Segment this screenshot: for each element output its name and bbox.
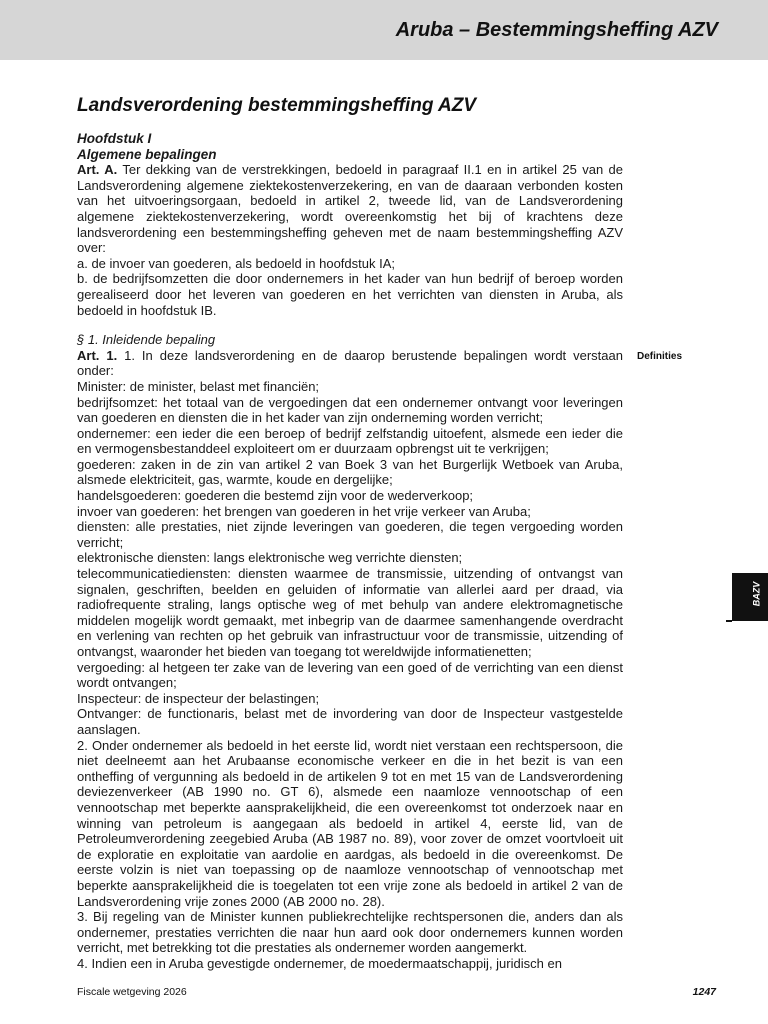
article-1-paragraph-4: 4. Indien een in Aruba gevestigde ondernemer, de moedermaatschappij, juridisch en [77,955,562,971]
definition-item: telecommunicatiediensten: diensten waarmee de transmissie, uitzending of ontvangst van signalen, geschriften, beelden en geluiden of informatie van allerlei aard per draad, via radiofrequente straling, langs optische weg of met behulp van andere elektromagnetische middelen mogelijk wordt gemaakt, met inbegrip van de daarmee samenhangende overdracht en verlening van rechten op het gebruik van infrastructuur voor de transmissie, uitzending of ontvangst, waaronder het bieden van toegang tot wereldwijde informatienetten; [77,566,623,659]
page-number: 1247 [692,986,716,998]
definition-item: Inspecteur: de inspecteur der belastingen; [77,690,320,706]
article-a-item-b: b. de bedrijfsomzetten die door ondernemers in het kader van hun bedrijf of beroep worden gerealiseerd door het leveren van goederen en het verrichten van diensten in Aruba, als bedoeld in hoofdstuk IB. [77,271,623,318]
article-a-label: Art. A. [77,162,118,178]
article-1 [77,348,623,379]
definition-item: invoer van goederen: het brengen van goederen in het vrije verkeer van Aruba; [77,503,531,519]
thumb-index-label: BAZV [751,581,762,607]
chapter-number: Hoofdstuk I [77,131,152,146]
definition-item: Ontvanger: de functionaris, belast met de invordering van door de Inspecteur vastgestelde aanslagen. [77,706,623,737]
thumb-index-tab [732,573,768,621]
margin-note-definities: Definities [637,351,683,362]
article-1-paragraph-3: 3. Bij regeling van de Minister kunnen publiekrechtelijke rechtspersonen die, anders dan als ondernemer, prestaties verrichten die naar hun aard ook door ondernemers kunnen worden verricht, met betrekking tot die prestaties als ondernemer worden aangemerkt. [77,909,623,956]
article-1-intro: 1. In deze landsverordening en de daarop berustende bepalingen wordt verstaan onder: [77,347,623,379]
definition-item: goederen: zaken in de zin van artikel 2 van Boek 3 van het Burgerlijk Wetboek van Aruba, alsmede elektriciteit, gas, warmte, koude en dergelijke; [77,456,623,488]
thumb-index-mark [726,620,732,622]
definition-item: handelsgoederen: goederen die bestemd zijn voor de wederverkoop; [77,488,474,504]
article-1-paragraph-2: 2. Onder ondernemer als bedoeld in het eerste lid, wordt niet verstaan een rechtspersoon, die niet deelneemt aan het Arubaanse economische verkeer en die in het bezit is van een ontheffing of vergunning als bedoeld in de artikelen 9 tot en met 15 van de Landsverordening deviezenverkeer (AB 1990 no. GT 6), alsmede een naamloze vennootschap of een vennootschap met beperkte aansprakelijkheid, die een overeenkomst tot onderzoek naar en winning van petroleum is aangegaan als bedoeld in artikel 4, eerste lid, van de Petroleumverordening zeegebied Aruba (AB 1987 no. 89), voor zover de omzet voortvloeit uit de exploratie en exploitatie van aardolie en aardgas, als bedoeld in die overeenkomst. De eerste volzin is niet van toepassing op de naamloze vennootschap of vennootschap met beperkte aansprakelijkheid die is toegelaten tot een vrije zone als bedoeld in artikel 2 van de Landsverordening vrije zones 2000 (AB 2000 no. 28). [77,737,623,909]
article-a-item-a: a. de invoer van goederen, als bedoeld in hoofdstuk IA; [77,255,395,271]
definition-item: bedrijfsomzet: het totaal van de vergoedingen dat een ondernemer ontvangt voor leveringen van goederen en diensten die in het kader van zijn onderneming worden verricht; [77,394,623,426]
article-a-text: Ter dekking van de verstrekkingen, bedoeld in paragraaf II.1 en in artikel 25 van de Landsverordening algemene ziektekostenverzekering, en van de daaraan verbonden kosten van het uitvoeringsorgaan, bedoeld in artikel 2, tweede lid, van de Landsverordening algemene ziektekostenverzekering, wordt overeenkomstig het bij of krachtens deze landsverordening een bestemmingsheffing geheven met de naam bestemmingsheffing AZV over: [77,162,623,256]
definition-item: ondernemer: een ieder die een beroep of bedrijf zelfstandig uitoefent, alsmede een ieder die en vermogensbestanddeel exploiteert om er duurzaam opbrengst uit te verkrijgen; [77,425,623,457]
definition-item: elektronische diensten: langs elektronische weg verrichte diensten; [77,550,463,566]
definition-item: diensten: alle prestaties, niet zijnde leveringen van goederen, die tegen vergoeding worden verricht; [77,519,623,550]
definition-item: Minister: de minister, belast met financiën; [77,378,320,394]
law-title: Landsverordening bestemmingsheffing AZV [77,95,477,116]
definition-item: vergoeding: al hetgeen ter zake van de levering van een goed of de verrichting van een dienst wordt ontvangen; [77,659,623,691]
page-header [0,0,768,60]
footer-publication: Fiscale wetgeving 2026 [77,986,187,998]
running-header-title: Aruba – Bestemmingsheffing AZV [395,19,718,41]
section-heading: § 1. Inleidende bepaling [77,332,216,348]
article-a [77,162,623,256]
article-1-label: Art. 1. [77,347,118,363]
chapter-title: Algemene bepalingen [77,146,217,162]
page-body [77,95,623,971]
